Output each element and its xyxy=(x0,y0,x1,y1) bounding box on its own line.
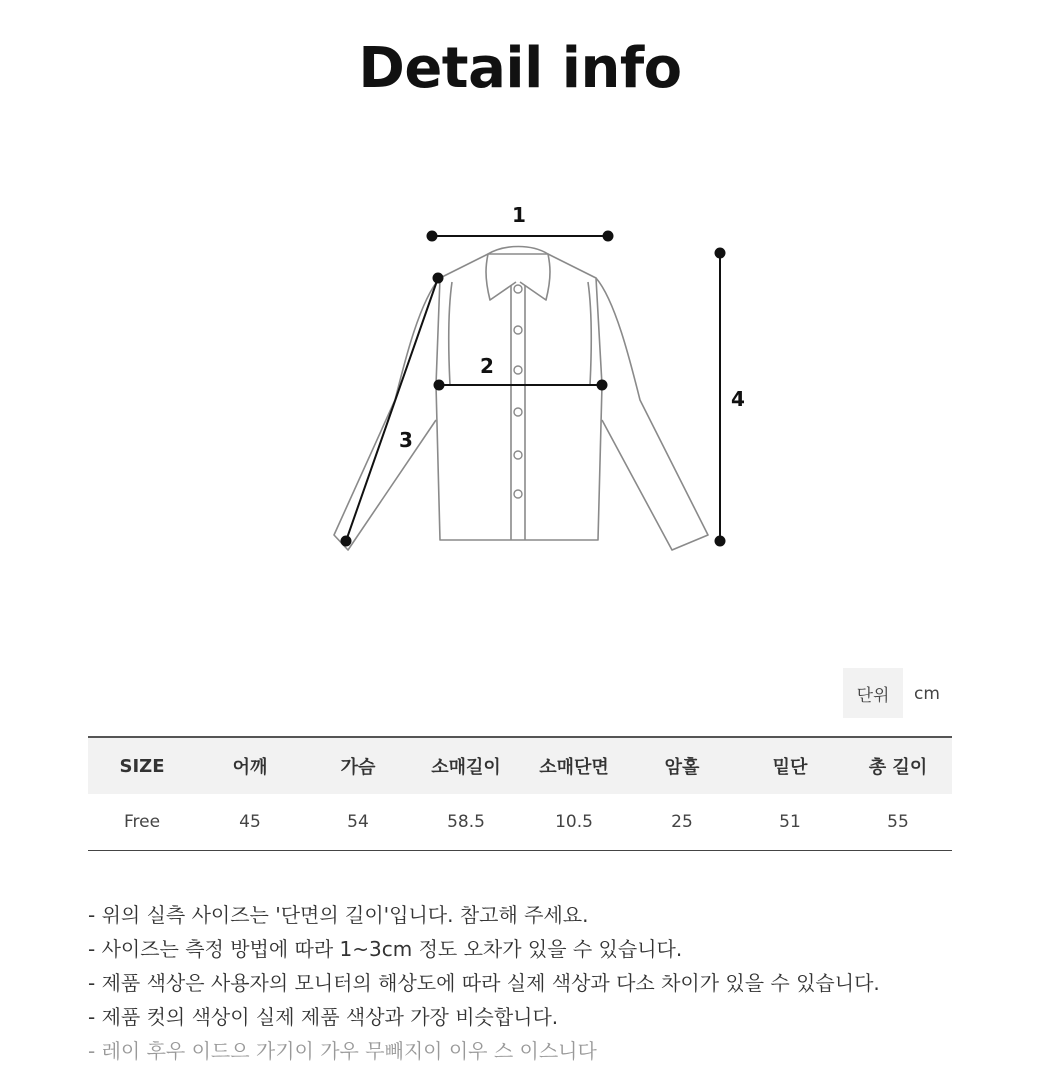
notes-list xyxy=(88,898,1028,1068)
cell-total-length: 55 xyxy=(844,794,952,851)
measure-line-sleeve xyxy=(342,274,443,546)
table-row xyxy=(88,794,952,851)
measure-line-shoulder xyxy=(428,232,613,241)
header-shoulder: 어깨 xyxy=(196,737,304,794)
note-item: - 제품 컷의 색상이 실제 제품 색상과 가장 비슷합니다. xyxy=(88,1005,559,1029)
measure-line-length xyxy=(716,249,725,546)
header-total-length: 총 길이 xyxy=(844,737,952,794)
cell-armhole: 25 xyxy=(628,794,736,851)
note-item: - 제품 색상은 사용자의 모니터의 해상도에 따라 실제 색상과 다소 차이가 있을 수 있습니다. xyxy=(88,971,880,995)
header-hem: 밑단 xyxy=(736,737,844,794)
measure-label-3: 3 xyxy=(399,428,413,452)
measure-label-1: 1 xyxy=(512,203,526,227)
header-armhole: 암홀 xyxy=(628,737,736,794)
cell-sleeve-length: 58.5 xyxy=(412,794,520,851)
cell-sleeve-width: 10.5 xyxy=(520,794,628,851)
header-sleeve-length: 소매길이 xyxy=(412,737,520,794)
cell-chest: 54 xyxy=(304,794,412,851)
note-item: - 위의 실측 사이즈는 '단면의 길이'입니다. 참고해 주세요. xyxy=(88,903,589,927)
page-title: Detail info xyxy=(358,36,682,101)
note-item: - 사이즈는 측정 방법에 따라 1~3cm 정도 오차가 있을 수 있습니다. xyxy=(88,937,683,961)
size-table xyxy=(88,736,952,851)
table-header-row xyxy=(88,737,952,794)
measure-label-2: 2 xyxy=(480,354,494,378)
cell-shoulder: 45 xyxy=(196,794,304,851)
header-size: SIZE xyxy=(88,737,196,794)
unit-value: cm xyxy=(914,684,940,704)
header-chest: 가슴 xyxy=(304,737,412,794)
measure-line-chest xyxy=(435,381,607,390)
measure-label-4: 4 xyxy=(731,387,745,411)
shirt-buttons xyxy=(514,285,522,498)
header-sleeve-width: 소매단면 xyxy=(520,737,628,794)
note-item: - 레이 후우 이드으 가기이 가우 무빼지이 이우 스 이스니다 xyxy=(88,1039,597,1063)
garment-measurement-diagram xyxy=(300,190,760,570)
unit-label: 단위 xyxy=(843,668,903,718)
cell-hem: 51 xyxy=(736,794,844,851)
cell-size: Free xyxy=(88,794,196,851)
